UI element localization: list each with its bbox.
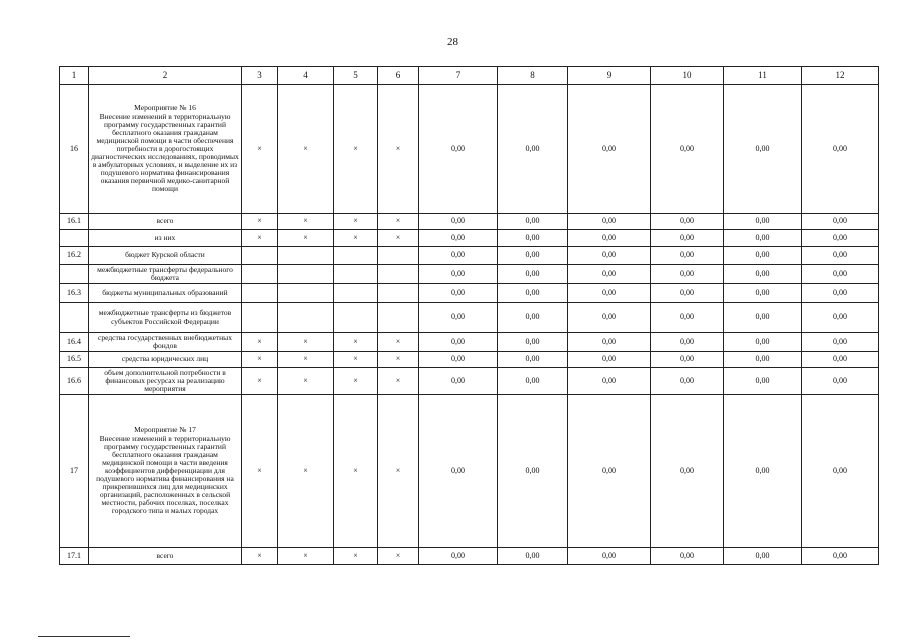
cell-c4: × [278, 368, 334, 395]
cell-c8: 0,00 [498, 303, 568, 333]
cell-c6 [378, 284, 419, 303]
column-header-5: 5 [334, 67, 378, 85]
cell-c9: 0,00 [568, 368, 651, 395]
row-description: бюджет Курской области [89, 247, 242, 265]
cell-c12: 0,00 [802, 284, 879, 303]
cell-c7: 0,00 [419, 284, 498, 303]
cell-c3 [242, 303, 278, 333]
table-row [60, 214, 879, 230]
cell-c4 [278, 247, 334, 265]
cell-c9: 0,00 [568, 333, 651, 352]
cell-c6: × [378, 85, 419, 214]
cell-c7: 0,00 [419, 368, 498, 395]
cell-c9: 0,00 [568, 214, 651, 230]
cell-c10: 0,00 [651, 214, 724, 230]
cell-c10: 0,00 [651, 284, 724, 303]
table-row [60, 352, 879, 368]
cell-c8: 0,00 [498, 265, 568, 284]
cell-c6 [378, 247, 419, 265]
cell-c5: × [334, 85, 378, 214]
table-row [60, 548, 879, 565]
cell-c6: × [378, 214, 419, 230]
cell-c10: 0,00 [651, 230, 724, 247]
column-header-4: 4 [278, 67, 334, 85]
column-header-7: 7 [419, 67, 498, 85]
cell-c12: 0,00 [802, 85, 879, 214]
cell-c9: 0,00 [568, 303, 651, 333]
cell-c6: × [378, 333, 419, 352]
cell-c11: 0,00 [724, 265, 802, 284]
row-description: всего [89, 548, 242, 565]
cell-c10: 0,00 [651, 333, 724, 352]
column-header-11: 11 [724, 67, 802, 85]
table-row [60, 247, 879, 265]
cell-c10: 0,00 [651, 303, 724, 333]
cell-c11: 0,00 [724, 284, 802, 303]
cell-c6: × [378, 548, 419, 565]
page-number: 28 [447, 36, 458, 48]
row-number [60, 265, 89, 284]
table-row [60, 368, 879, 395]
cell-c3: × [242, 333, 278, 352]
cell-c11: 0,00 [724, 247, 802, 265]
table-row [60, 303, 879, 333]
cell-c3 [242, 247, 278, 265]
cell-c3: × [242, 352, 278, 368]
cell-c11: 0,00 [724, 333, 802, 352]
cell-c8: 0,00 [498, 395, 568, 548]
cell-c3: × [242, 230, 278, 247]
row-number [60, 230, 89, 247]
cell-c6: × [378, 230, 419, 247]
row-number: 16.5 [60, 352, 89, 368]
table-row [60, 395, 879, 548]
cell-c4: × [278, 548, 334, 565]
row-description: из них [89, 230, 242, 247]
column-header-3: 3 [242, 67, 278, 85]
cell-c3: × [242, 85, 278, 214]
cell-c7: 0,00 [419, 395, 498, 548]
cell-c4: × [278, 333, 334, 352]
table-row [60, 230, 879, 247]
cell-c7: 0,00 [419, 333, 498, 352]
cell-c9: 0,00 [568, 247, 651, 265]
cell-c3: × [242, 395, 278, 548]
cell-c5 [334, 284, 378, 303]
cell-c5 [334, 247, 378, 265]
budget-table [59, 66, 879, 565]
cell-c11: 0,00 [724, 395, 802, 548]
cell-c5: × [334, 548, 378, 565]
row-description: Мероприятие № 17 Внесение изменений в территориальную программу государственных гарантий бесплатного оказания гражданам медицинской помощи в части введения коэффициентов дифференциации для подушевого норматива финансирования на прикрепившихся лиц для медицинских организаций, расположенных в сельской местности, рабочих поселках, поселках городского типа и малых городах [89, 395, 242, 548]
cell-c3 [242, 284, 278, 303]
cell-c11: 0,00 [724, 548, 802, 565]
cell-c4: × [278, 395, 334, 548]
cell-c6 [378, 303, 419, 333]
cell-c10: 0,00 [651, 247, 724, 265]
row-number: 16.1 [60, 214, 89, 230]
cell-c12: 0,00 [802, 548, 879, 565]
cell-c5: × [334, 395, 378, 548]
cell-c9: 0,00 [568, 352, 651, 368]
cell-c12: 0,00 [802, 368, 879, 395]
row-description: Мероприятие № 16 Внесение изменений в территориальную программу государственных гарантий бесплатного оказания гражданам медицинской помощи в части обеспечения потребности в дорогостоящих диагностических исследованиях, проводимых в амбулаторных условиях, и выделение их из подушевого норматива финансирования оказания первичной медико-санитарной помощи [89, 85, 242, 214]
row-description: всего [89, 214, 242, 230]
row-description: средства юридических лиц [89, 352, 242, 368]
cell-c4: × [278, 85, 334, 214]
row-description: объем дополнительной потребности в финансовых ресурсах на реализацию мероприятия [89, 368, 242, 395]
cell-c7: 0,00 [419, 265, 498, 284]
cell-c6 [378, 265, 419, 284]
cell-c10: 0,00 [651, 265, 724, 284]
cell-c4: × [278, 230, 334, 247]
cell-c9: 0,00 [568, 230, 651, 247]
cell-c11: 0,00 [724, 303, 802, 333]
cell-c4 [278, 265, 334, 284]
cell-c11: 0,00 [724, 352, 802, 368]
cell-c5: × [334, 230, 378, 247]
column-header-12: 12 [802, 67, 879, 85]
cell-c3: × [242, 368, 278, 395]
table-row [60, 333, 879, 352]
row-number: 16.2 [60, 247, 89, 265]
cell-c8: 0,00 [498, 230, 568, 247]
cell-c10: 0,00 [651, 395, 724, 548]
header-row [60, 67, 879, 85]
table-row [60, 284, 879, 303]
column-header-6: 6 [378, 67, 419, 85]
table-row [60, 265, 879, 284]
cell-c8: 0,00 [498, 548, 568, 565]
cell-c4 [278, 303, 334, 333]
table-row [60, 85, 879, 214]
cell-c12: 0,00 [802, 303, 879, 333]
cell-c12: 0,00 [802, 214, 879, 230]
cell-c5 [334, 303, 378, 333]
cell-c5: × [334, 333, 378, 352]
cell-c10: 0,00 [651, 548, 724, 565]
cell-c11: 0,00 [724, 230, 802, 247]
cell-c12: 0,00 [802, 352, 879, 368]
row-number [60, 303, 89, 333]
cell-c12: 0,00 [802, 333, 879, 352]
row-description: межбюджетные трансферты из бюджетов субъектов Российской Федерации [89, 303, 242, 333]
cell-c7: 0,00 [419, 230, 498, 247]
cell-c8: 0,00 [498, 247, 568, 265]
cell-c4: × [278, 214, 334, 230]
row-description: бюджеты муниципальных образований [89, 284, 242, 303]
cell-c12: 0,00 [802, 395, 879, 548]
cell-c8: 0,00 [498, 214, 568, 230]
column-header-8: 8 [498, 67, 568, 85]
cell-c8: 0,00 [498, 333, 568, 352]
cell-c5 [334, 265, 378, 284]
cell-c11: 0,00 [724, 85, 802, 214]
cell-c8: 0,00 [498, 352, 568, 368]
cell-c9: 0,00 [568, 265, 651, 284]
column-header-2: 2 [89, 67, 242, 85]
cell-c10: 0,00 [651, 352, 724, 368]
cell-c12: 0,00 [802, 265, 879, 284]
column-header-10: 10 [651, 67, 724, 85]
cell-c10: 0,00 [651, 85, 724, 214]
cell-c7: 0,00 [419, 548, 498, 565]
row-number: 16.4 [60, 333, 89, 352]
cell-c9: 0,00 [568, 85, 651, 214]
cell-c5: × [334, 368, 378, 395]
table-body [60, 85, 879, 565]
cell-c7: 0,00 [419, 247, 498, 265]
row-number: 16.6 [60, 368, 89, 395]
cell-c12: 0,00 [802, 247, 879, 265]
cell-c4: × [278, 352, 334, 368]
cell-c3: × [242, 214, 278, 230]
cell-c6: × [378, 352, 419, 368]
cell-c7: 0,00 [419, 85, 498, 214]
cell-c9: 0,00 [568, 284, 651, 303]
cell-c6: × [378, 395, 419, 548]
cell-c3 [242, 265, 278, 284]
footer-rule [38, 636, 130, 637]
row-number: 17 [60, 395, 89, 548]
cell-c11: 0,00 [724, 214, 802, 230]
cell-c5: × [334, 352, 378, 368]
column-header-1: 1 [60, 67, 89, 85]
cell-c8: 0,00 [498, 85, 568, 214]
cell-c9: 0,00 [568, 395, 651, 548]
cell-c5: × [334, 214, 378, 230]
row-description: межбюджетные трансферты федерального бюджета [89, 265, 242, 284]
cell-c4 [278, 284, 334, 303]
cell-c8: 0,00 [498, 368, 568, 395]
cell-c11: 0,00 [724, 368, 802, 395]
cell-c6: × [378, 368, 419, 395]
row-description: средства государственных внебюджетных фондов [89, 333, 242, 352]
cell-c3: × [242, 548, 278, 565]
cell-c7: 0,00 [419, 303, 498, 333]
column-header-9: 9 [568, 67, 651, 85]
cell-c10: 0,00 [651, 368, 724, 395]
cell-c9: 0,00 [568, 548, 651, 565]
row-number: 17.1 [60, 548, 89, 565]
cell-c7: 0,00 [419, 352, 498, 368]
row-number: 16.3 [60, 284, 89, 303]
cell-c12: 0,00 [802, 230, 879, 247]
row-number: 16 [60, 85, 89, 214]
cell-c8: 0,00 [498, 284, 568, 303]
cell-c7: 0,00 [419, 214, 498, 230]
